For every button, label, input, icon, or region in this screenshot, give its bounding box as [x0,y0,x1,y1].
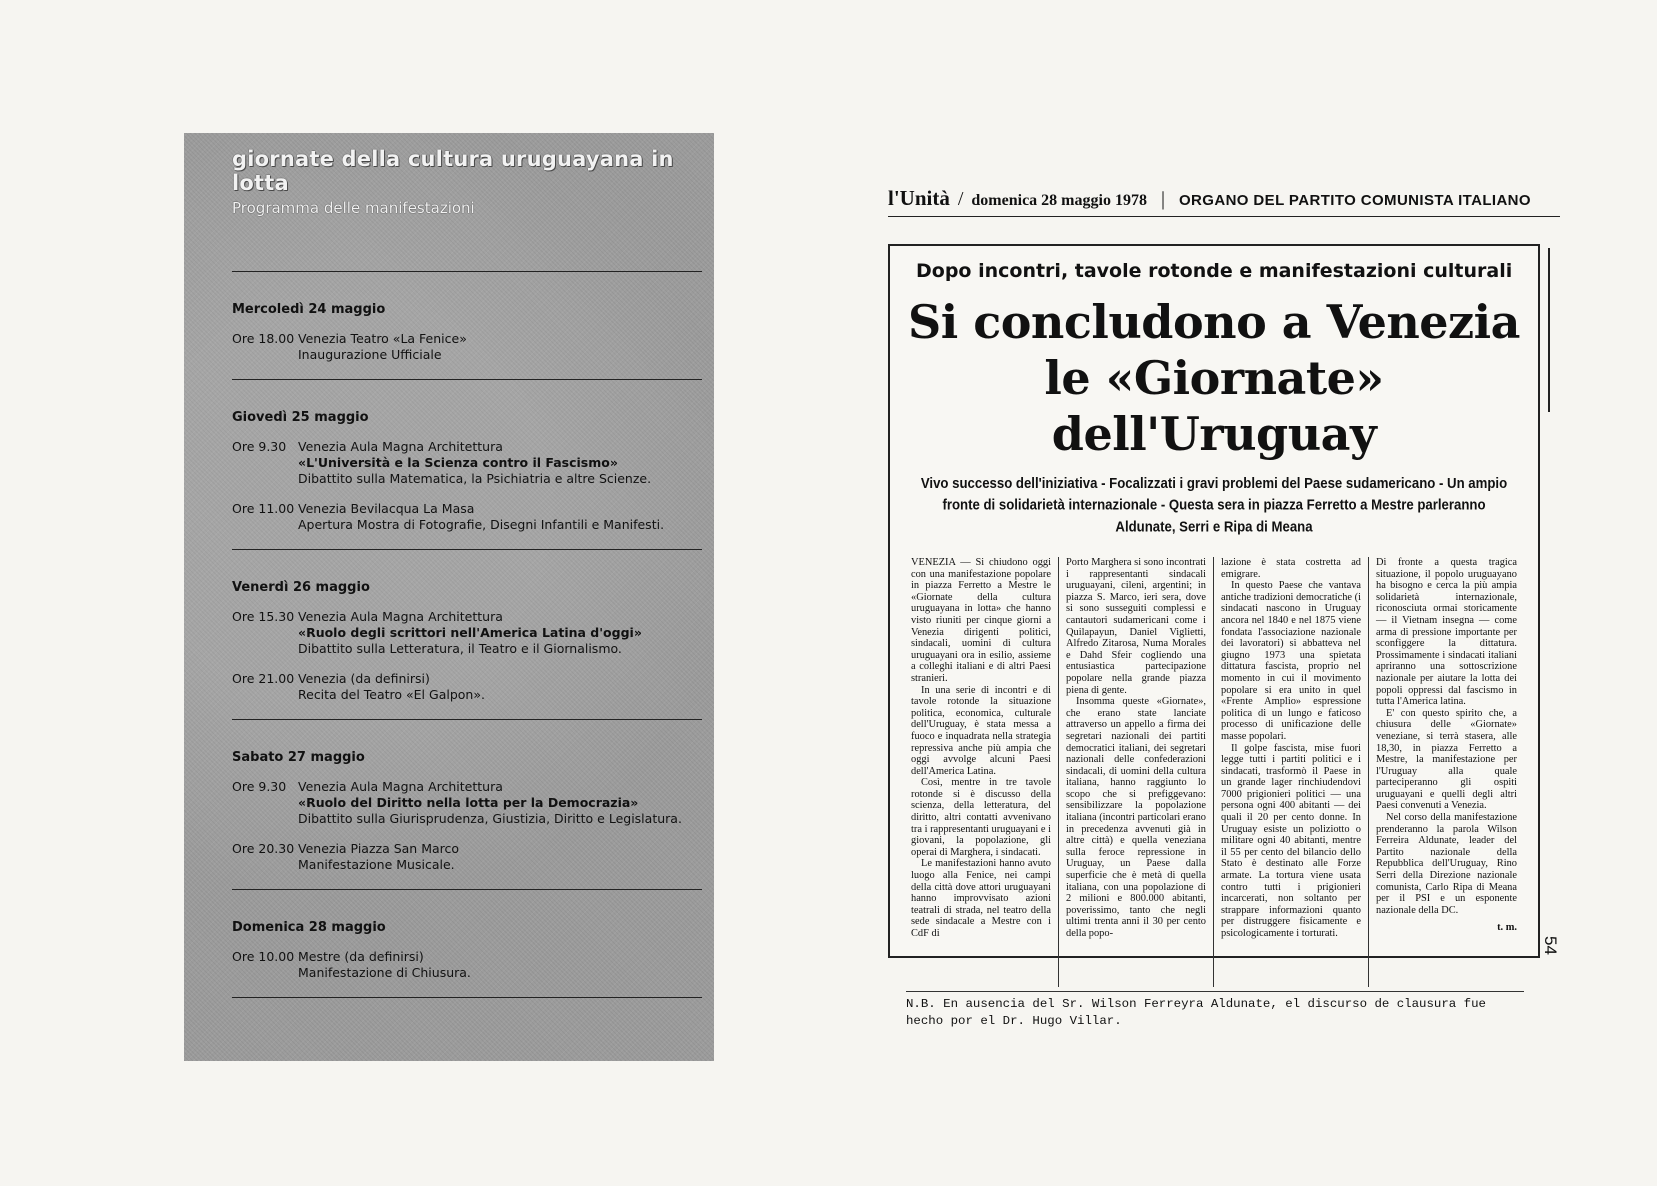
event-line: Dibattito sulla Matematica, la Psichiatria e altre Scienze. [298,471,652,486]
event-line: Dibattito sulla Letteratura, il Teatro e il Giornalismo. [298,641,622,656]
article-column [904,557,1059,987]
event-line: Venezia Aula Magna Architettura [298,439,503,454]
event-details [298,779,682,827]
headline-line-2: le «Giornate» dell'Uruguay [1044,351,1384,461]
party-organ: ORGANO DEL PARTITO COMUNISTA ITALIANO [1178,192,1531,209]
programme-event [232,439,702,487]
article-column [1059,557,1214,987]
author-signature: t. m. [1497,922,1517,934]
event-line: «Ruolo del Diritto nella lotta per la Democrazia» [298,795,639,810]
side-rule [1548,248,1550,412]
event-details [298,841,459,873]
event-line: Recita del Teatro «El Galpon». [298,687,485,702]
event-time: Ore 18.00 [232,331,295,346]
article-paragraph: Così, mentre in tre tavole rotonde si è discusso della scienza, della letteratura, del diritto, altri contatti avvenivano tra i rappresentanti uruguayani e i giovani, la popolazione, gli operai di Marghera, i sindacati. [911,777,1051,858]
article-paragraph: Le manifestazioni hanno avuto luogo alla Fenice, nei campi della città dove attori uruguayani hanno improvvisato azioni teatrali di strada, nel teatro della sede sindacale a Mestre con i CdF di [911,858,1051,939]
event-line: Inaugurazione Ufficiale [298,347,442,362]
article-paragraph: Porto Marghera si sono incontrati i rappresentanti sindacali uruguayani, cileni, argentini; in piazza S. Marco, ieri sera, dove si sono susseguiti complessi e cantautori sudamericani come i Quilapayun, Daniel Viglietti, Alfredo Zitarosa, Numa Morales e Dahd Sfeir cogliendo una entusiastica partecipazione popolare nella grande piazza piena di gente. [1066,557,1206,696]
article-column [1369,557,1524,987]
programme-days [232,272,702,998]
programme-day [232,720,702,890]
article-kicker: Dopo incontri, tavole rotonde e manifestazioni culturali [916,260,1513,282]
day-title: Sabato 27 maggio [232,750,365,765]
day-title: Mercoledì 24 maggio [232,302,386,317]
header-separator: | [1160,188,1165,210]
article-paragraph: Insomma queste «Giornate», che erano state lanciate attraverso un appello a firma dei segretari nazionali dei partiti democratici italiani, dei segretari nazionali delle confederazioni sindacali, di uomini della cultura italiana, hanno raggiunto lo scopo che si prefiggevano: sensibilizzare la popolazione italiana (incontri particolari erano in precedenza avvenuti già in altre città) e quella veneziana sulla feroce repressione in Uruguay, un Paese dalla superficie che è metà di quella italiana, con una popolazione di 2 milioni e 800.000 abitanti, poverissimo, tanto che negli ultimi trenta anni il 30 per cento della popo- [1066,696,1206,939]
event-time: Ore 11.00 [232,501,295,516]
divider [232,997,702,998]
event-time: Ore 20.30 [232,841,295,856]
article-columns [904,557,1524,987]
event-line: «Ruolo degli scrittori nell'America Latina d'oggi» [298,625,642,640]
event-line: Venezia Aula Magna Architettura [298,609,503,624]
programme-event [232,331,702,363]
event-line: Manifestazione di Chiusura. [298,965,471,980]
event-line: Venezia (da definirsi) [298,671,430,686]
page-number: 54 [1541,936,1560,955]
event-line: Mestre (da definirsi) [298,949,424,964]
programme-day [232,380,702,550]
event-details [298,949,471,981]
masthead-slash: / [957,188,964,210]
event-details [298,609,642,657]
programme-event [232,609,702,657]
event-details [298,331,467,363]
event-line: Venezia Teatro «La Fenice» [298,331,467,346]
event-time: Ore 9.30 [232,779,287,794]
programme-day [232,272,702,380]
programme-event [232,671,702,703]
article-paragraph: E' con questo spirito che, a chiusura delle «Giornate» veneziane, si terrà stasera, alle 18,30, in piazza Ferretto a Mestre, la manifestazione per l'Uruguay alla quale parteciperanno gli ospiti uruguayani e quelli degli altri Paesi convenuti a Venezia. [1376,707,1517,812]
programme-event [232,841,702,873]
article-deck: Vivo successo dell'iniziativa - Focalizzati i gravi problemi del Paese sudamericano - Un ampio fronte di solidarietà internazionale - Questa sera in piazza Ferretto a Mestre parleranno Aldunate, Serri e Ripa di Meana [920,474,1508,535]
day-title: Venerdì 26 maggio [232,580,370,595]
programme-event [232,779,702,827]
programme-day [232,550,702,720]
event-line: Manifestazione Musicale. [298,857,455,872]
programme-subtitle: Programma delle manifestazioni [232,199,475,217]
event-time: Ore 10.00 [232,949,295,964]
header-rule [888,216,1560,217]
event-details [298,671,485,703]
event-details [298,501,664,533]
event-programme [184,133,714,1061]
article-paragraph: Nel corso della manifestazione prenderanno la parola Wilson Ferreira Aldunate, leader del Partito nazionale della Repubblica dell'Uruguay, Rino Serri della Direzione nazionale comunista, Carlo Ripa di Meana per il PSI e un esponente nazionale della DC. [1376,812,1517,916]
day-title: Domenica 28 maggio [232,920,386,935]
article-paragraph: lazione è stata costretta ad emigrare. [1221,557,1361,580]
newspaper-header [888,186,1560,211]
article-paragraph: In questo Paese che vantava antiche tradizioni democratiche (i sindacati nascono in Uruguay ancora nel 1840 e nel 1875 viene fondata l'associazione nazionale dei lavoratori) si abbatteva nel giugno 1973 una spietata dittatura fascista, proprio nel momento in cui il movimento popolare si era unito in quel «Frente Amplio» espressione politica di un lungo e faticoso processo di unificazione delle masse popolari. [1221,580,1361,742]
article-paragraph: Di fronte a questa tragica situazione, il popolo uruguayano ha bisogno e cerca la più ampia solidarietà internazionale, riconosciuta ormai storicamente — il Vietnam insegna — come arma di pressione importante per sconfiggere la dittatura. Prossimamente i sindacati italiani apriranno una sottoscrizione nazionale per aiutare la lotta dei popoli oppressi dal fascismo in tutta l'America latina. [1376,557,1517,708]
event-line: Apertura Mostra di Fotografie, Disegni Infantili e Manifesti. [298,517,665,532]
event-line: Venezia Piazza San Marco [298,841,460,856]
event-line: «L'Università e la Scienza contro il Fascismo» [298,455,618,470]
article-column [1214,557,1369,987]
event-time: Ore 15.30 [232,609,295,624]
event-line: Dibattito sulla Giurisprudenza, Giustizia, Diritto e Legislatura. [298,811,682,826]
event-time: Ore 9.30 [232,439,287,454]
article-paragraph: VENEZIA — Si chiudono oggi con una manifestazione popolare in piazza Ferretto a Mestre le «Giornate della cultura uruguayana in lotta» che hanno visto riuniti per cinque giorni a Venezia dirigenti politici, sindacali, uomini di cultura uruguayani ora in esilio, assieme a colleghi italiani e di altri Paesi stranieri. [911,557,1051,684]
programme-event [232,949,702,981]
event-line: Venezia Bevilacqua La Masa [298,501,475,516]
article-headline [904,294,1524,462]
footnote: N.B. En ausencia del Sr. Wilson Ferreyra Aldunate, el discurso de clausura fue hecho por el Dr. Hugo Villar. [906,991,1524,1030]
programme-event [232,501,702,533]
event-time: Ore 21.00 [232,671,295,686]
event-line: Venezia Aula Magna Architettura [298,779,503,794]
programme-title: giornate della cultura uruguayana in lotta [232,147,674,195]
headline-line-1: Si concludono a Venezia [908,295,1520,349]
programme-day [232,890,702,998]
day-title: Giovedì 25 maggio [232,410,369,425]
event-details [298,439,651,487]
issue-date: domenica 28 maggio 1978 [971,192,1147,209]
article-paragraph: Il golpe fascista, mise fuori legge tutti i partiti politici e i sindacati, trasformò il Paese in un grande lager rinchiudendovi 7000 prigionieri politici — una persona ogni 400 abitanti — dei quali il 20 per cento donne. In Uruguay esiste un poliziotto o militare ogni 40 abitanti, mentre il 55 per cento del bilancio dello Stato è destinato alle Forze armate. La tortura viene usata contro tutti i prigionieri incarcerati, non soltanto per strappare informazioni quanto per distruggere fisicamente e psicologicamente i torturati. [1221,742,1361,939]
newspaper-article [888,244,1540,1028]
article-paragraph: In una serie di incontri e di tavole rotonde la situazione politica, economica, culturale dell'Uruguay, è stata messa a fuoco e inquadrata nella strategia repressiva anche più ampia che oggi avvolge alcuni Paesi dell'America Latina. [911,684,1051,777]
masthead: l'Unità [888,186,950,210]
